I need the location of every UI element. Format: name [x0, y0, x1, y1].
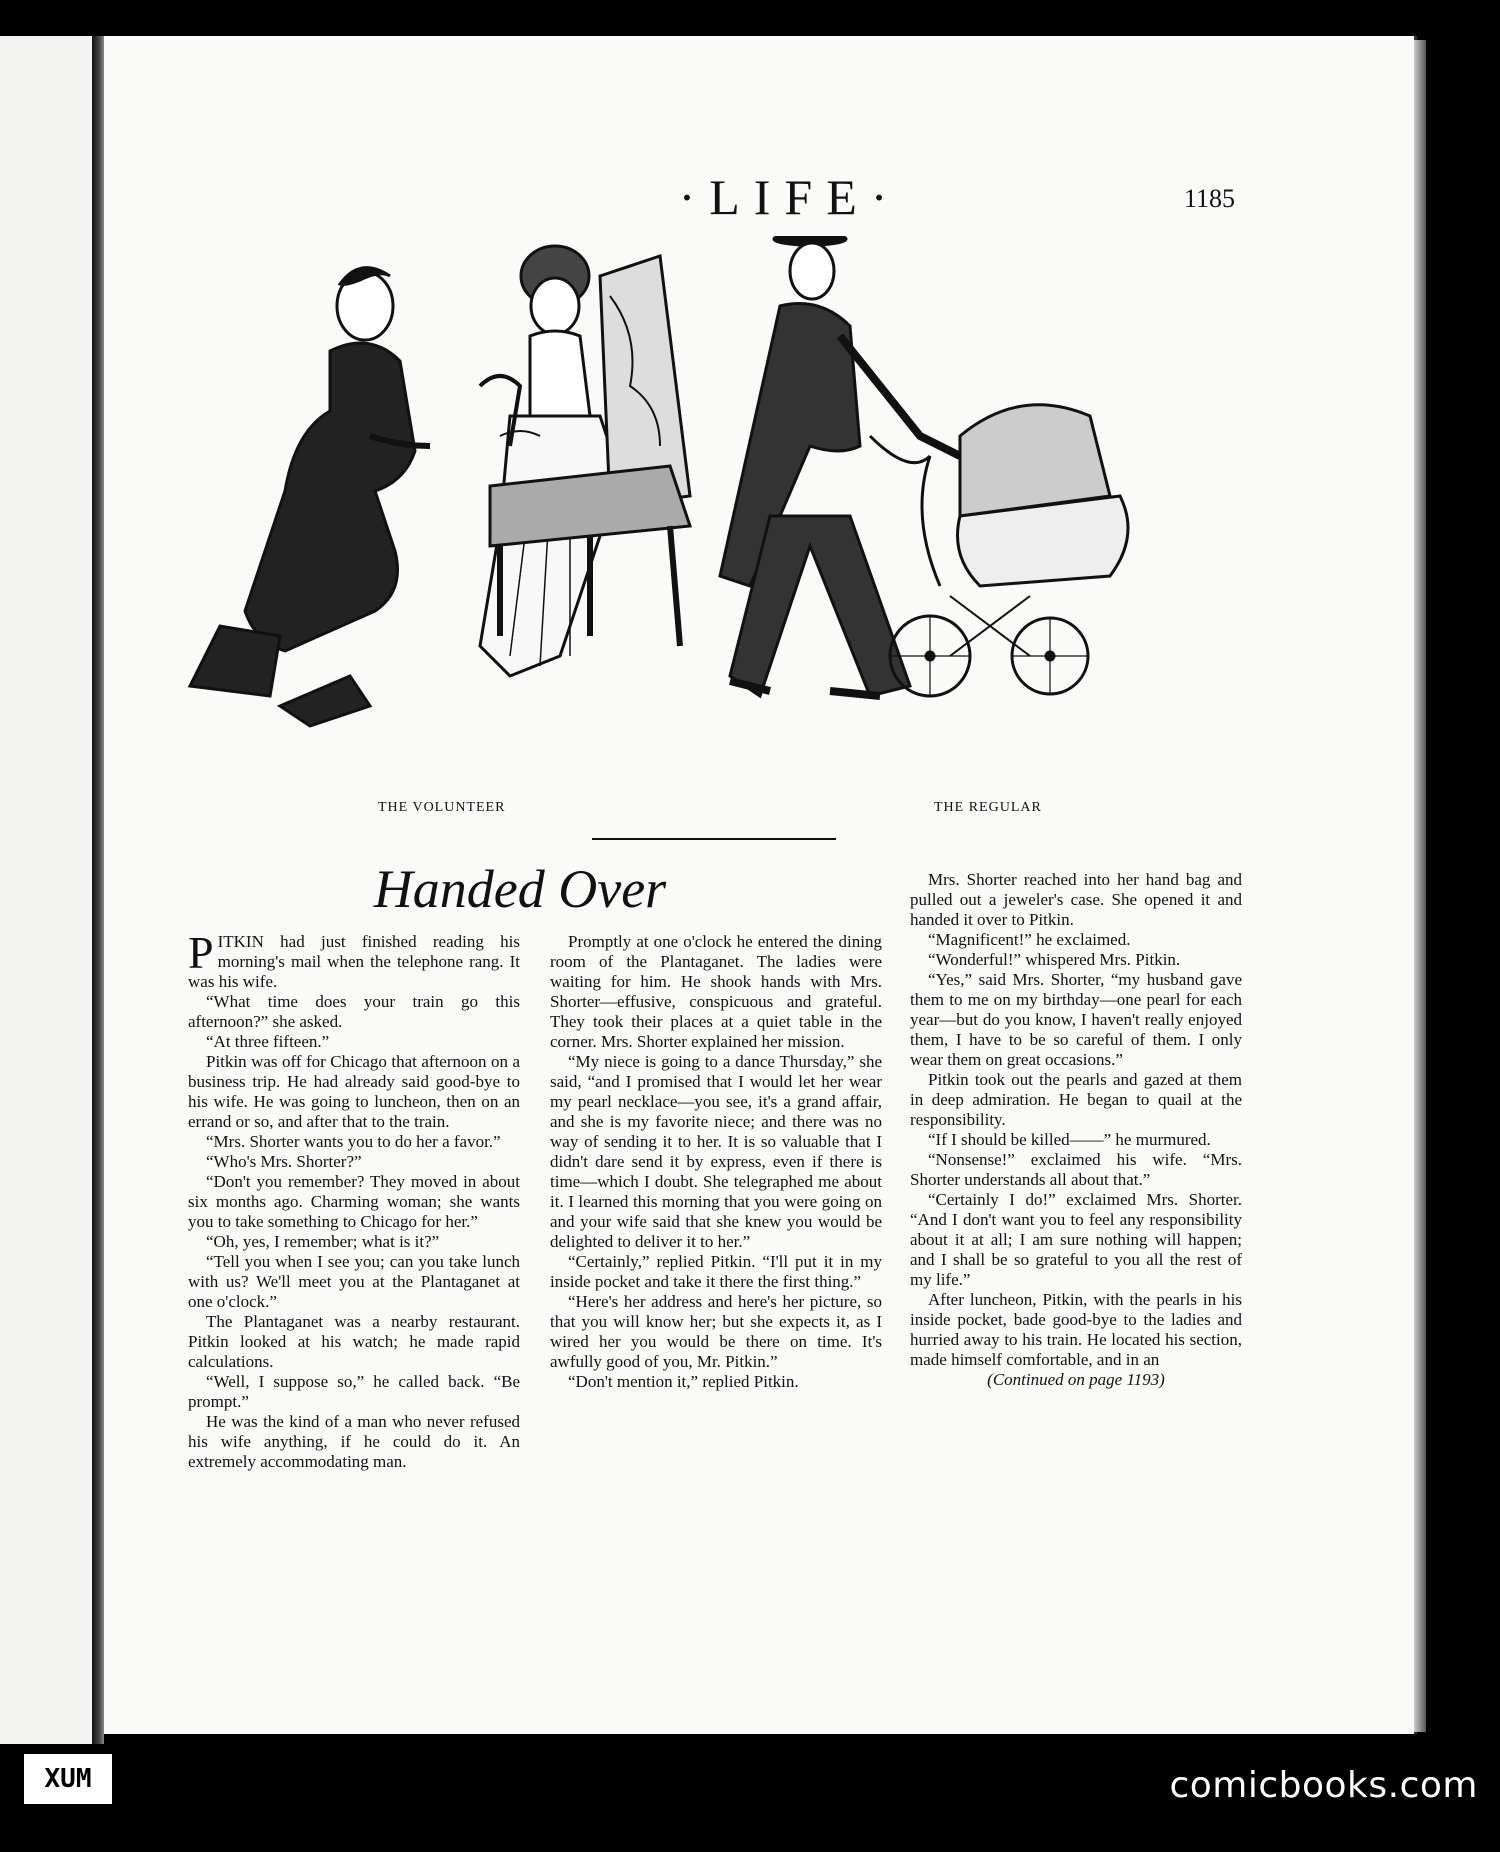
paragraph: He was the kind of a man who never refused his wife anything, if he could do it. An extremely accommodating man. [188, 1412, 520, 1471]
paragraph: “Certainly I do!” exclaimed Mrs. Shorter. “And I don't want you to feel any responsibility about it at all; I am sure nothing will happen; and I shall be so grateful to you all the rest of my life.” [910, 1190, 1242, 1289]
paragraph: PITKIN had just finished reading his morning's mail when the telephone rang. It was his wife. [188, 927, 520, 991]
paragraph: “Nonsense!” exclaimed his wife. “Mrs. Shorter understands all about that.” [910, 1150, 1242, 1189]
paragraph: “If I should be killed——” he murmured. [928, 1130, 1211, 1149]
continued-note: (Continued on page 1193) [987, 1370, 1165, 1389]
paragraph: The Plantaganet was a nearby restaurant. Pitkin looked at his watch; he made rapid calculations. [188, 1312, 520, 1371]
paragraph: “At three fifteen.” [206, 1032, 330, 1051]
drop-cap: P [188, 927, 214, 978]
illustration [170, 236, 1270, 796]
paragraph: “Certainly,” replied Pitkin. “I'll put it in my inside pocket and take it there the first thing.” [550, 1252, 882, 1291]
paragraph: Pitkin was off for Chicago that afternoon on a business trip. He had already said good-bye to his wife. He was going to luncheon, then on an errand or so, and after that to the train. [188, 1052, 520, 1131]
page-number: 1185 [1184, 184, 1236, 213]
column-2 [550, 932, 882, 1392]
column-3 [910, 870, 1242, 1390]
section-rule [592, 838, 836, 840]
page-edge [1414, 40, 1426, 1732]
kneeling-man-figure [190, 268, 430, 726]
paragraph: “Don't you remember? They moved in about six months ago. Charming woman; she wants you to take something to Chicago for her.” [188, 1172, 520, 1231]
watermark: comicbooks.com [1169, 1765, 1478, 1806]
volunteer-scene [190, 246, 690, 726]
paragraph: Mrs. Shorter reached into her hand bag and pulled out a jeweler's case. She opened it and handed it over to Pitkin. [910, 870, 1242, 929]
scan-tag: XUM [22, 1752, 114, 1806]
paragraph: “Magnificent!” he exclaimed. [928, 930, 1131, 949]
paragraph: Promptly at one o'clock he entered the dining room of the Plantaganet. The ladies were waiting for him. He shook hands with Mrs. Shorter—effusive, conspicuous and grateful. They took their places at a quiet table in the corner. Mrs. Shorter explained her mission. [550, 932, 882, 1051]
paragraph: “Yes,” said Mrs. Shorter, “my husband gave them to me on my birthday—one pearl for each year—but do you know, I haven't really enjoyed them, I have to be so careful of them. I only wear them on great occasions.” [910, 970, 1242, 1069]
paragraph: After luncheon, Pitkin, with the pearls in his inside pocket, bade good-bye to the ladies and hurried away to his train. He located his section, made himself comfortable, and in an [910, 1290, 1242, 1369]
paragraph: “Here's her address and here's her picture, so that you will know her; but she expects it, as I wired her you would be there on time. It's awfully good of you, Mr. Pitkin.” [550, 1292, 882, 1371]
paragraph: “Well, I suppose so,” he called back. “Be prompt.” [188, 1372, 520, 1411]
column-1 [188, 927, 520, 1472]
regular-scene [720, 236, 1128, 696]
paragraph: “Oh, yes, I remember; what is it?” [206, 1232, 440, 1251]
caption-volunteer: THE VOLUNTEER [378, 800, 506, 815]
left-page-edge [0, 36, 95, 1744]
book-gutter [92, 36, 104, 1744]
paragraph: “Who's Mrs. Shorter?” [206, 1152, 362, 1171]
paragraph: “My niece is going to a dance Thursday,” she said, “and I promised that I would let her wear my pearl necklace—you see, it's a grand affair, and she is my favorite niece; and there was no way of sending it to her. It is so valuable that I didn't dare send it by express, even if there is time—which I doubt. She telegraphed me about it. I learned this morning that you were going on and your wife said that she knew you would be delighted to deliver it to her.” [550, 1052, 882, 1251]
paragraph: “Tell you when I see you; can you take lunch with us? We'll meet you at the Plantaganet at one o'clock.” [188, 1252, 520, 1311]
man-with-bowler-hat [720, 236, 960, 696]
baby-carriage [870, 405, 1128, 696]
caption-regular: THE REGULAR [934, 800, 1042, 815]
paragraph: “Mrs. Shorter wants you to do her a favor.” [206, 1132, 501, 1151]
paragraph: “What time does your train go this afternoon?” she asked. [188, 992, 520, 1031]
paragraph: “Don't mention it,” replied Pitkin. [568, 1372, 799, 1391]
masthead: ·LIFE· [678, 169, 902, 225]
paragraph: Pitkin took out the pearls and gazed at them in deep admiration. He began to quail at the responsibility. [910, 1070, 1242, 1129]
paragraph: “Wonderful!” whispered Mrs. Pitkin. [928, 950, 1181, 969]
article-title: Handed Over [373, 859, 667, 919]
